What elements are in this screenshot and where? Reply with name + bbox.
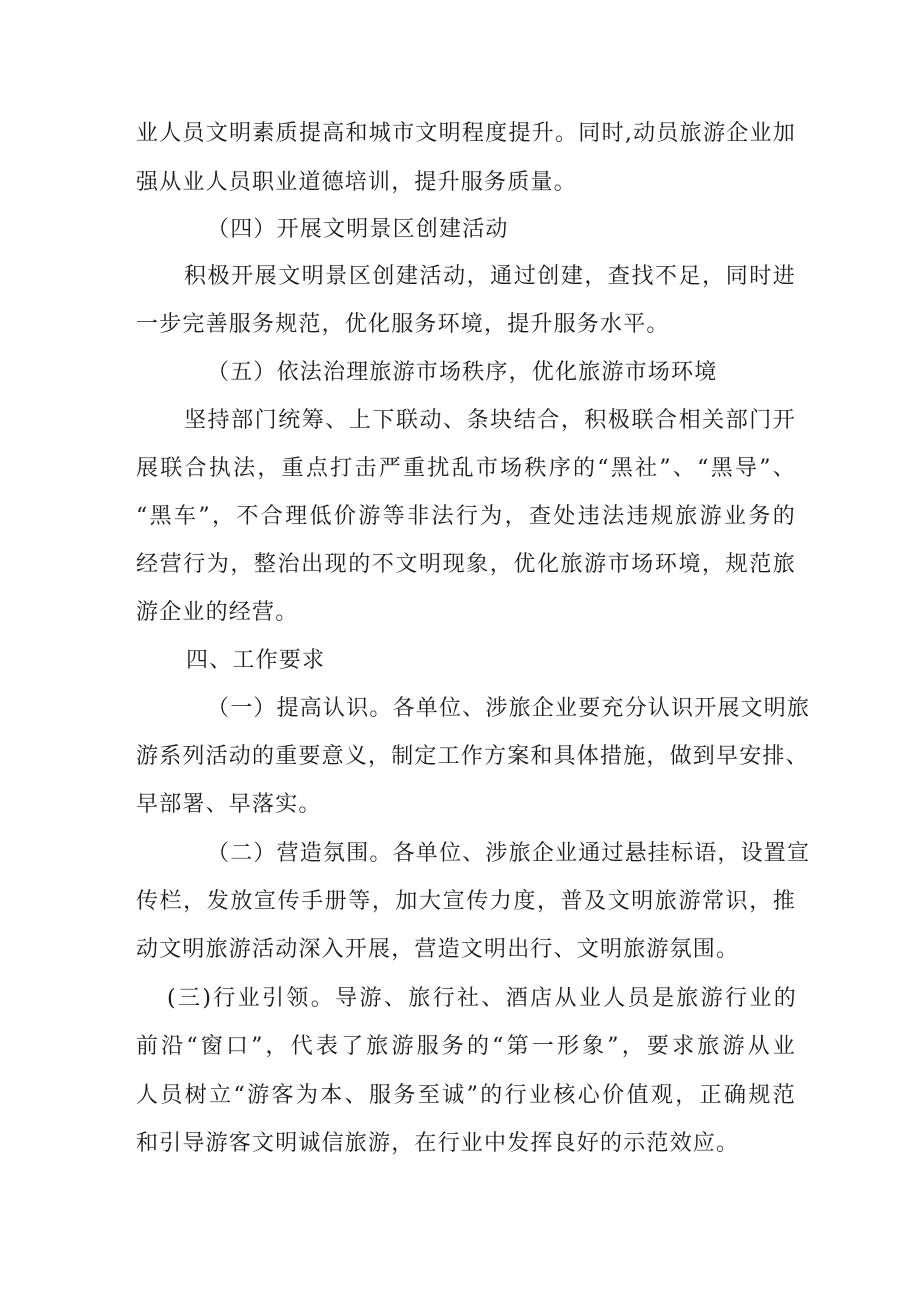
paragraph-line: 经营行为，整治出现的不文明现象，优化旅游市场环境，规范旅 [136,552,796,577]
paragraph-line: 强从业人员职业道德培训，提升服务质量。 [136,170,577,195]
paragraph-line: 游系列活动的重要意义，制定工作方案和具体措施，做到早安排、 [136,744,809,769]
paragraph-line: 传栏，发放宣传手册等，加大宣传力度，普及文明旅游常识，推 [136,889,796,914]
paragraph-line: “黑车”，不合理低价游等非法行为，查处违法违规旅游业务的 [136,504,796,529]
paragraph-line: 展联合执法，重点打击严重扰乱市场秩序的“黑社”、“黑导”、 [136,456,796,481]
paragraph-line: （一）提高认识。各单位、涉旅企业要充分认识开展文明旅 [207,696,811,721]
paragraph-line: 和引导游客文明诚信旅游，在行业中发挥良好的示范效应。 [136,1131,740,1156]
paragraph-line: 业人员文明素质提高和城市文明程度提升。同时,动员旅游企业加 [136,121,796,146]
paragraph-line: 人员树立“游客为本、服务至诚”的行业核心价值观，正确规范 [136,1083,796,1108]
paragraph-line: （二）营造氛围。各单位、涉旅企业通过悬挂标语，设置宣 [207,841,811,866]
section-heading: 四、工作要求 [186,648,326,673]
section-heading: （五）依法治理旅游市场秩序，优化旅游市场环境 [207,360,718,385]
paragraph-line: 游企业的经营。 [136,600,299,625]
paragraph-line: 动文明旅游活动深入开展，营造文明出行、文明旅游氛围。 [136,937,740,962]
paragraph-line: 积极开展文明景区创建活动，通过创建，查找不足，同时进 [184,264,796,289]
paragraph-line: (三)行业引领。导游、旅行社、酒店从业人员是旅游行业的 [167,986,797,1011]
paragraph-line: 一步完善服务规范，优化服务环境，提升服务水平。 [136,312,670,337]
paragraph-line: 坚持部门统筹、上下联动、条块结合，积极联合相关部门开 [184,408,796,433]
paragraph-line: 早部署、早落实。 [136,792,322,817]
section-heading: （四）开展文明景区创建活动 [207,217,509,242]
paragraph-line: 前沿“窗口”，代表了旅游服务的“第一形象”，要求旅游从业 [136,1034,796,1059]
